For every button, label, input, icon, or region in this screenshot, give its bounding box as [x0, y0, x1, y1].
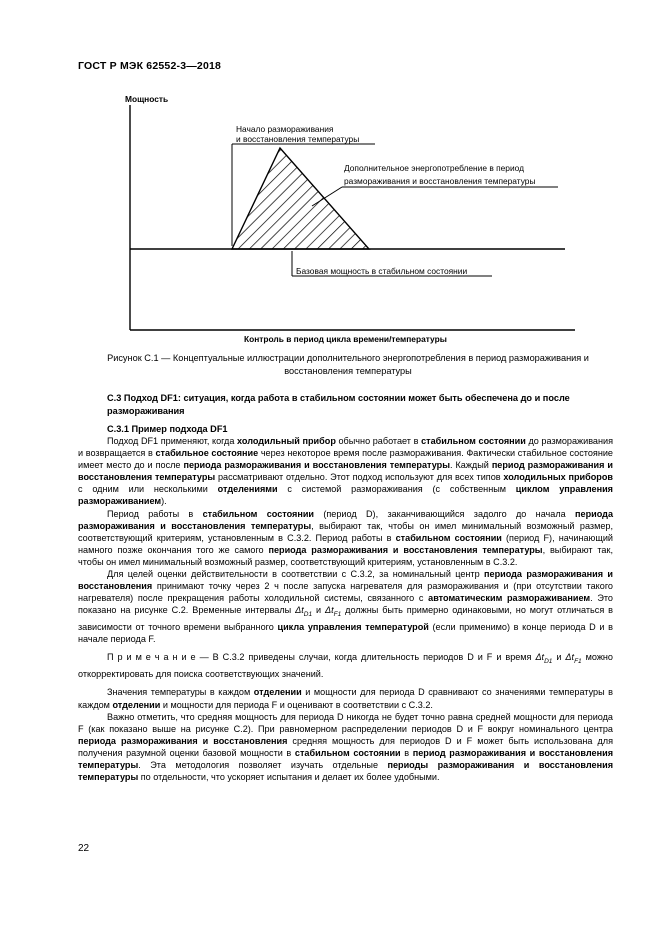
document-header: ГОСТ Р МЭК 62552-3—2018 [78, 60, 222, 72]
figure-caption [78, 352, 618, 378]
paragraph-2: Период работы в стабильном состоянии (период D), заканчивающийся задолго до начала периода размораживания и восстановления температуры, выбирают так, чтобы он имел минимальный возможный размер, соответствующий критериям, установленным в С.3.2. Период работы в стабильном состоянии (период F), начинающий намного позже окончания того же самого периода размораживания и восстановления температуры, выбирают так, чтобы он имел минимальный возможный размер, соответствующий критериям, установленным в С.3.2. [78, 508, 614, 567]
section-c31-heading: С.3.1 Пример подхода DF1 [107, 424, 228, 434]
paragraph-5: Важно отметить, что средняя мощность для периода D никогда не будет точно равна средней мощности для периода F (как показано выше на рисунке С.2). При равномерном распределении периодов D и F вокруг номинального центра периода размораживания и восстановления средняя мощность для периодов D и F может быть использована для получения разумной оценки базовой мощности в стабильном состоянии в период размораживания и восстановления температуры. Эта методология позволяет изучать отдельные периоды размораживания и восстановления температуры по отдельности, что ускоряет испытания и делает их более удобными. [78, 711, 614, 783]
figure-c1 [0, 0, 661, 400]
paragraph-3: Для целей оценки действительности в соответствии с С.3.2, за номинальный центр периода размораживания и восстановления принимают точку через 2 ч после запуска нагревателя для размораживания и (при отсутствии такого нагревателя) после прекращения работы холодильной системы, связанного с автоматическим размораживанием. Это показано на рисунке С.2. Временные интервалы $\Delta t_{D1}$ и $\Delta t_{F1}$ должны быть примерно одинаковыми, но могут отличаться в зависимости от точного времени выбранного цикла управления температурой (если применимо) в конце периода D и в начале периода F. [78, 569, 614, 645]
section-c3-heading [107, 392, 617, 418]
section-c3-title-2: размораживания [107, 406, 185, 416]
caption-line-2: восстановления температуры [284, 366, 412, 376]
label-base-power: Базовая мощность в стабильном состоянии [296, 266, 468, 276]
label-defrost-start-2: и восстановления температуры [236, 134, 360, 144]
x-axis-label: Контроль в период цикла времени/температуры [244, 334, 447, 344]
label-extra-energy-2: размораживания и восстановления температуры [344, 176, 536, 186]
caption-line-1: Рисунок С.1 — Концептуальные иллюстрации дополнительного энергопотребления в период размораживания и [107, 353, 589, 363]
note: П р и м е ч а н и е — В С.3.2 приведены случаи, когда длительность периодов D и F и время $\Delta t_{D1}$ и $\Delta t_{F1}$ можно откорректировать для поиска соответствующих значений. [78, 652, 613, 680]
page-number: 22 [78, 843, 90, 854]
paragraph-1: Подход DF1 применяют, когда холодильный прибор обычно работает в стабильном состоянии до размораживания и возвращается в стабильное состояние через некоторое время после размораживания. Фактически стабильное состояние имеет место до и после периода размораживания и восстановления температуры. Каждый период размораживания и восстановления температуры рассматривают отдельно. Этот подход используют для всех типов холодильных приборов с одним или несколькими отделениями с системой размораживания (с собственным циклом управления размораживанием). [78, 436, 614, 507]
body-text [78, 435, 613, 783]
section-c3-title-1: С.3 Подход DF1: ситуация, когда работа в стабильном состоянии может быть обеспечена до и после [107, 393, 570, 403]
paragraph-4: Значения температуры в каждом отделении и мощности для периода D сравнивают со значениями температуры в каждом отделении и мощности для периода F и оценивают в соответствии с С.3.2. [78, 687, 613, 710]
label-extra-energy-1: Дополнительное энергопотребление в период [344, 163, 524, 173]
y-axis-label: Мощность [125, 94, 169, 104]
label-defrost-start-1: Начало размораживания [236, 124, 334, 134]
